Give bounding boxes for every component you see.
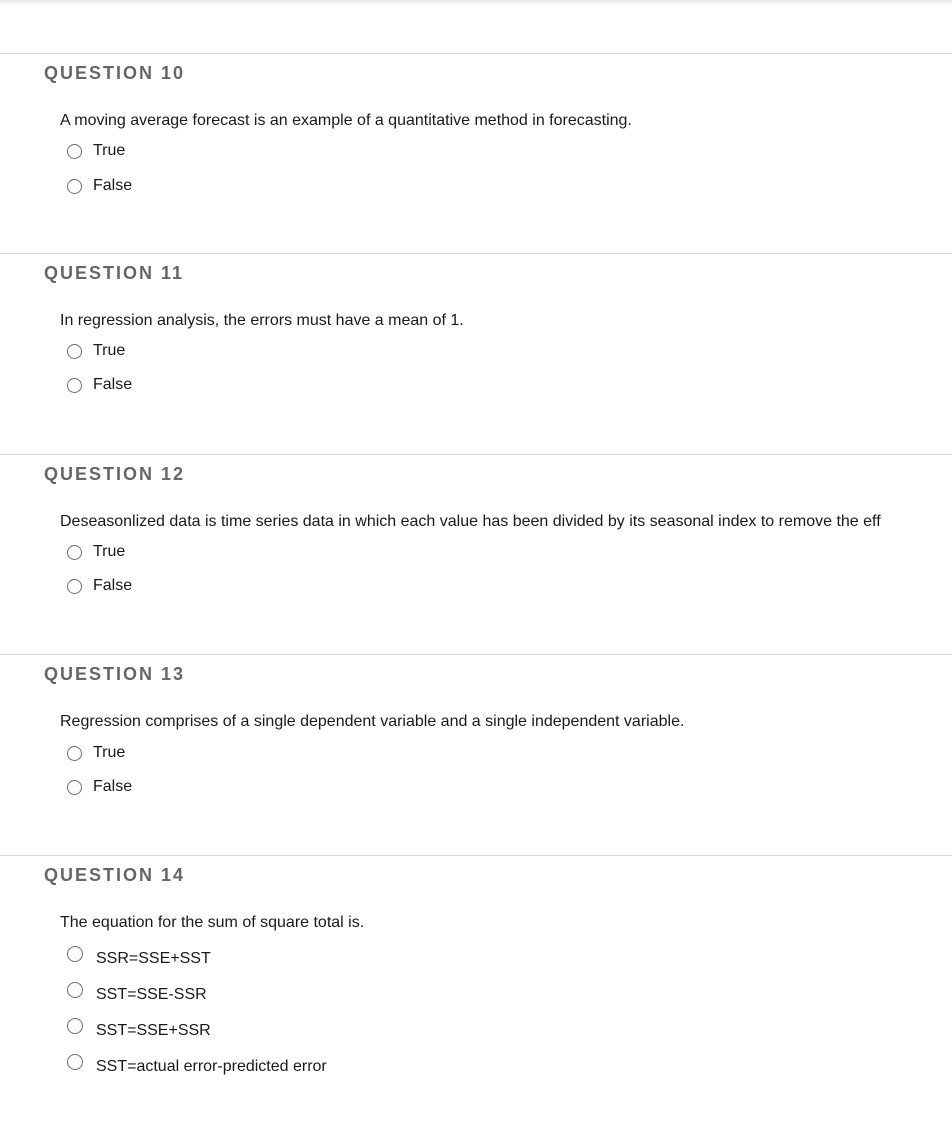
top-shadow <box>0 0 952 6</box>
option-label: False <box>93 376 133 393</box>
radio-icon[interactable] <box>67 746 82 761</box>
radio-icon[interactable] <box>67 545 82 560</box>
question-title: QUESTION 10 <box>44 63 186 83</box>
question-14 <box>0 855 952 1129</box>
option-label: SST=actual error-predicted error <box>96 1058 327 1075</box>
question-11 <box>0 253 952 455</box>
question-12 <box>0 454 952 655</box>
radio-icon[interactable] <box>67 579 82 594</box>
option-false[interactable] <box>67 177 132 195</box>
option-label: True <box>93 744 126 761</box>
option-label: SSR=SSE+SST <box>96 950 211 967</box>
option-label: False <box>93 778 133 795</box>
option-4[interactable] <box>67 1054 327 1076</box>
option-3[interactable] <box>67 1018 211 1040</box>
option-false[interactable] <box>67 376 132 394</box>
question-text: A moving average forecast is an example of a quantitative method in forecasting. <box>60 112 632 129</box>
question-title: QUESTION 12 <box>44 464 186 484</box>
question-title: QUESTION 11 <box>44 263 185 283</box>
option-true[interactable] <box>67 342 125 360</box>
radio-icon[interactable] <box>67 378 82 393</box>
radio-icon[interactable] <box>67 982 83 998</box>
option-2[interactable] <box>67 982 207 1004</box>
option-label: False <box>93 177 133 194</box>
question-text: Deseasonlized data is time series data in which each value has been divided by its seasonal index to remove the eff <box>60 513 881 530</box>
radio-icon[interactable] <box>67 344 82 359</box>
question-13 <box>0 654 952 856</box>
option-true[interactable] <box>67 142 125 160</box>
option-label: True <box>93 142 126 159</box>
radio-icon[interactable] <box>67 144 82 159</box>
question-text: The equation for the sum of square total is. <box>60 914 365 931</box>
option-label: SST=SSE+SSR <box>96 1022 211 1039</box>
option-label: True <box>93 543 126 560</box>
question-text: In regression analysis, the errors must have a mean of 1. <box>60 312 464 329</box>
option-1[interactable] <box>67 946 211 968</box>
question-title: QUESTION 13 <box>44 664 186 684</box>
question-10 <box>0 53 952 254</box>
option-true[interactable] <box>67 543 125 561</box>
radio-icon[interactable] <box>67 946 83 962</box>
radio-icon[interactable] <box>67 179 82 194</box>
radio-icon[interactable] <box>67 780 82 795</box>
radio-icon[interactable] <box>67 1018 83 1034</box>
option-false[interactable] <box>67 778 132 796</box>
radio-icon[interactable] <box>67 1054 83 1070</box>
option-false[interactable] <box>67 577 132 595</box>
option-label: SST=SSE-SSR <box>96 986 207 1003</box>
question-text: Regression comprises of a single dependent variable and a single independent variable. <box>60 713 685 730</box>
option-true[interactable] <box>67 744 125 762</box>
option-label: True <box>93 342 126 359</box>
question-title: QUESTION 14 <box>44 865 186 885</box>
option-label: False <box>93 577 133 594</box>
